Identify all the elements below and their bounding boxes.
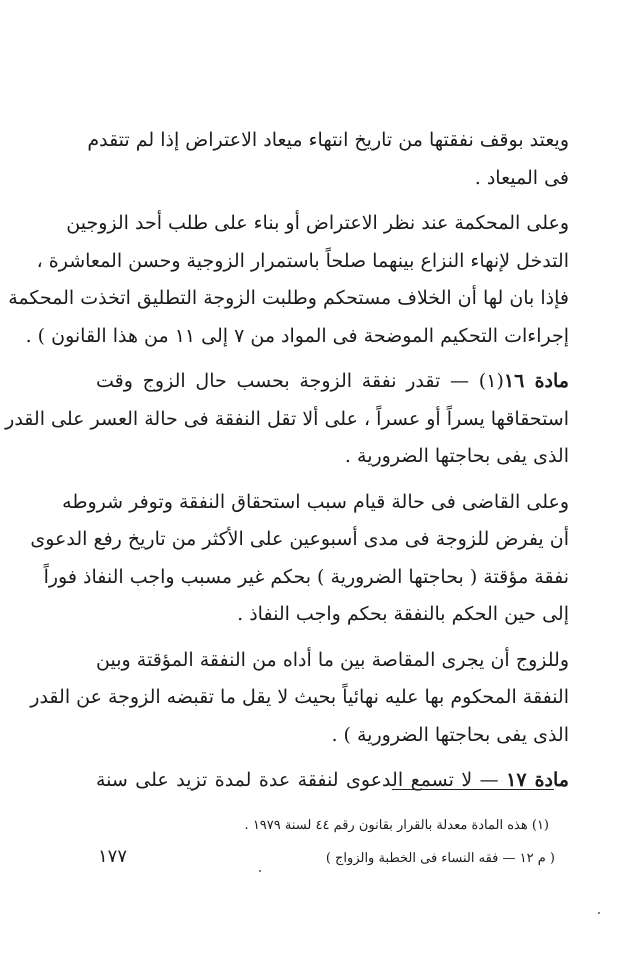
paragraph [87,122,569,197]
article-text: — لا تسمع الدعوى لنفقة عدة لمدة تزيد على سنة [96,769,507,791]
printer-signature: ( م ١٢ — فقه النساء فى الخطبة والزواج ) [325,851,555,866]
print-speck [259,870,261,872]
text-line: فإذا بان لها أن الخلاف مستحكم وطلبت الزوجة التطليق اتخذت المحكمة [8,287,569,309]
text-line: إلى حين الحكم بالنفقة بحكم واجب النفاذ . [237,603,569,625]
body-text [5,122,569,800]
footnote-divider [392,789,554,790]
article-label: مادة ١٦ [503,370,569,392]
text-line: ويعتد بوقف نفقتها من تاريخ انتهاء ميعاد الاعتراض إذا لم تتقدم [87,129,569,151]
article-17 [96,762,569,800]
text-line: الذى يفى بحاجتها الضرورية ) . [331,723,569,746]
text-line: استحقاقها يسراً أو عسراً ، على ألا تقل النفقة فى حالة العسر على القدر [5,407,569,430]
print-speck [598,912,600,914]
text-line: وعلى المحكمة عند نظر الاعتراض أو بناء على طلب أحد الزوجين [66,212,569,234]
text-line: وعلى القاضى فى حالة قيام سبب استحقاق النفقة وتوفر شروطه [62,490,569,513]
text-line: إجراءات التحكيم الموضحة فى المواد من ٧ إلى ١١ من هذا القانون ) . [25,324,569,347]
article-16 [5,363,569,476]
text-line: التدخل لإنهاء النزاع بينهما صلحاً باستمرار الزوجية وحسن المعاشرة ، [36,249,569,272]
text-line [96,363,569,401]
text-line [96,762,569,800]
text-line: النفقة المحكوم بها عليه نهائياً بحيث لا يقل ما تقبضه الزوجة عن القدر [30,686,569,708]
article-text: (١) — تقدر نفقة الزوجة بحسب حال الزوج وقت [96,370,504,392]
text-line: فى الميعاد . [474,166,569,189]
text-line: أن يفرض للزوجة فى مدى أسبوعين على الأكثر من تاريخ رفع الدعوى [30,528,569,550]
text-line: نفقة مؤقتة ( بحاجتها الضرورية ) بحكم غير مسبب واجب النفاذ فوراً [43,565,569,588]
text-line: الذى يفى بحاجتها الضرورية . [344,445,569,467]
text-line: وللزوج أن يجرى المقاصة بين ما أداه من النفقة المؤقتة وبين [96,648,569,671]
footnote: (١) هذه المادة معدلة بالقرار بقانون رقم ٤٤ لسنة ١٩٧٩ . [244,818,549,833]
article-label: مادة ١٧ [506,769,569,791]
paragraph [30,484,569,634]
paragraph [8,205,569,355]
page-number: ١٧٧ [98,846,128,867]
paragraph [30,642,569,755]
